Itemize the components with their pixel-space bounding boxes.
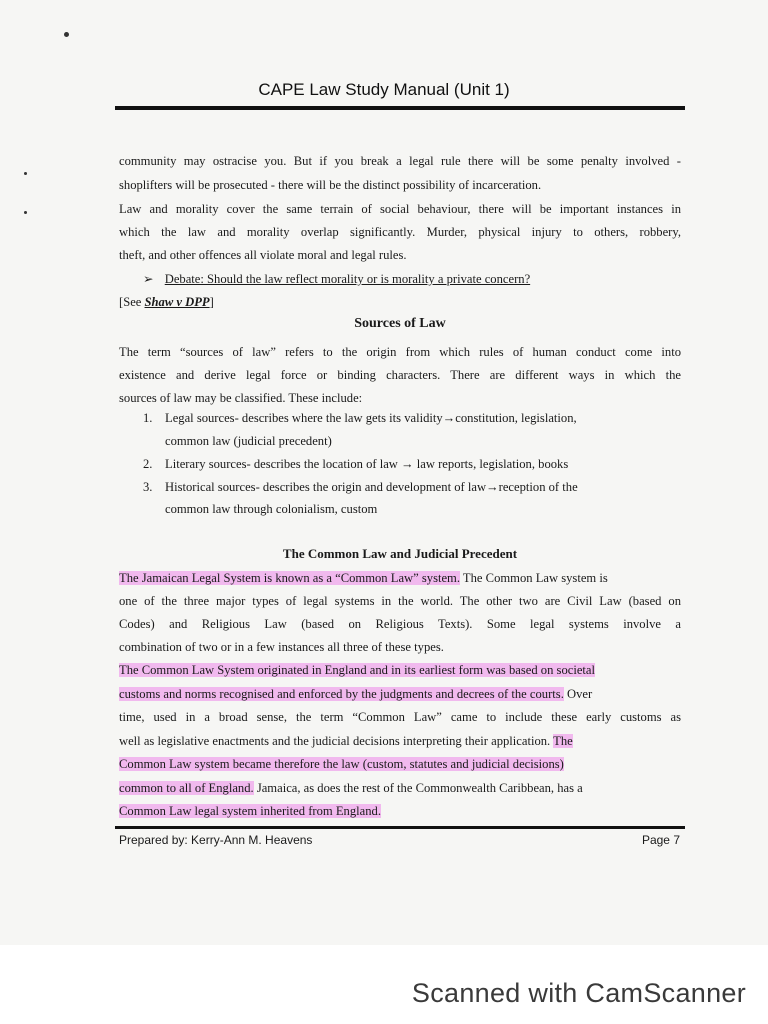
highlighted-text: The Common Law System originated in England and in its earliest form was based on societal bbox=[119, 663, 596, 677]
body-line: community may ostracise you. But if you break a legal rule there will be some penalty involved - bbox=[119, 154, 681, 168]
scan-speck bbox=[24, 211, 27, 214]
debate-item bbox=[143, 271, 530, 287]
body-line: The term “sources of law” refers to the origin from which rules of human conduct come into bbox=[119, 345, 681, 359]
body-line: Codes) and Religious Law (based on Religious Texts). Some legal systems involve a bbox=[119, 617, 681, 631]
scan-speck bbox=[24, 172, 27, 175]
highlighted-text: Common Law legal system inherited from England. bbox=[119, 804, 381, 818]
body-line: one of the three major types of legal systems in the world. The other two are Civil Law (based on bbox=[119, 594, 681, 608]
body-line bbox=[119, 662, 595, 678]
highlighted-text: customs and norms recognised and enforced by the judgments and decrees of the courts. bbox=[119, 687, 564, 701]
body-line: existence and derive legal force or binding characters. There are different ways in which the bbox=[119, 368, 681, 382]
footer-rule bbox=[115, 826, 685, 829]
body-line: well as legislative enactments and the judicial decisions interpreting their application. The bbox=[119, 734, 573, 748]
section-heading-sources: Sources of Law bbox=[354, 316, 446, 331]
debate-text: Debate: Should the law reflect morality or is morality a private concern? bbox=[164, 272, 531, 286]
footer-page-number: Page 7 bbox=[641, 833, 680, 847]
body-line: Law and morality cover the same terrain of social behaviour, there will be important instances in bbox=[119, 202, 681, 216]
body-line: combination of two or in a few instances all three of these types. bbox=[119, 640, 444, 654]
body-line: sources of law may be classified. These include: bbox=[119, 391, 363, 405]
body-line: customs and norms recognised and enforced by the judgments and decrees of the courts. Over bbox=[119, 687, 593, 701]
scan-speck bbox=[64, 32, 69, 37]
body-line bbox=[119, 803, 381, 819]
body-line: The Jamaican Legal System is known as a “Common Law” system. The Common Law system is bbox=[119, 571, 608, 585]
body-line: common to all of England. Jamaica, as does the rest of the Commonwealth Caribbean, has a bbox=[119, 781, 583, 795]
camscanner-watermark: Scanned with CamScanner bbox=[411, 978, 746, 1008]
page-header-title: CAPE Law Study Manual (Unit 1) bbox=[258, 80, 510, 99]
footer-author: Prepared by: Kerry-Ann M. Heavens bbox=[119, 833, 313, 847]
highlighted-text: Common Law system became therefore the law (custom, statutes and judicial decisions) bbox=[119, 757, 564, 771]
highlighted-text: The Jamaican Legal System is known as a “Common Law” system. bbox=[119, 571, 461, 585]
case-reference: [See Shaw v DPP] bbox=[119, 295, 214, 309]
body-line: theft, and other offences all violate moral and legal rules. bbox=[119, 248, 407, 262]
header-rule bbox=[115, 106, 685, 110]
body-line: which the law and morality overlap significantly. Murder, physical injury to others, robbery, bbox=[119, 225, 681, 239]
body-line: shoplifters will be prosecuted - there will be the distinct possibility of incarceration. bbox=[119, 178, 542, 192]
case-name: Shaw v DPP bbox=[144, 295, 210, 309]
highlighted-text: The bbox=[553, 734, 573, 748]
body-line bbox=[119, 756, 564, 772]
section-heading-common-law: The Common Law and Judicial Precedent bbox=[282, 546, 518, 561]
body-line: time, used in a broad sense, the term “Common Law” came to include these early customs as bbox=[119, 710, 681, 724]
highlighted-text: common to all of England. bbox=[119, 781, 254, 795]
bullet-arrow-icon: ➢ bbox=[143, 272, 154, 286]
